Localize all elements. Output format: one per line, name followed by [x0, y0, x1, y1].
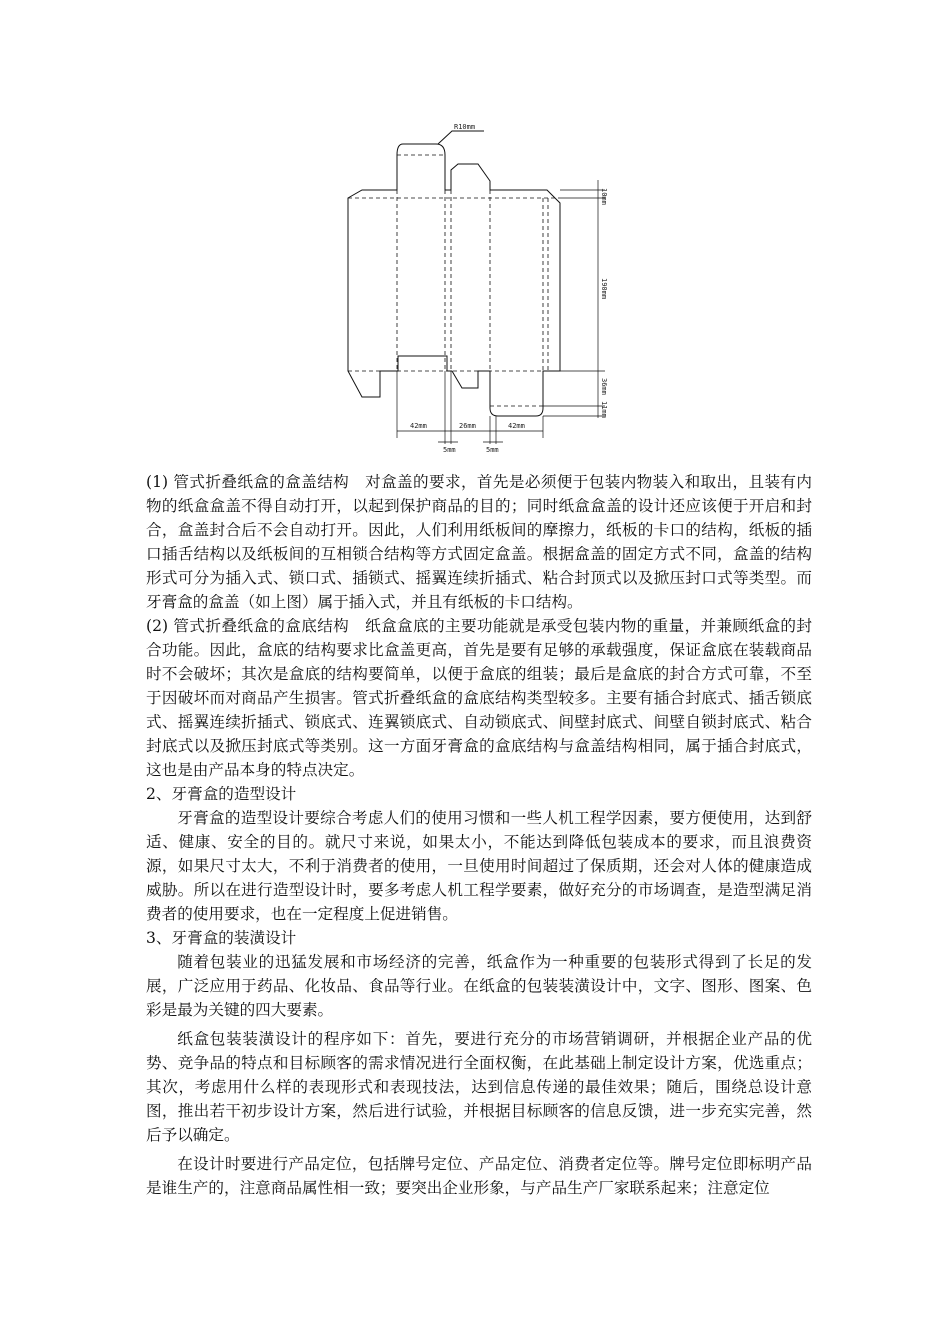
paragraph-shape-design: 牙膏盒的造型设计要综合考虑人们的使用习惯和一些人机工程学因素，要方便使用，达到舒适、健康、安全的目的。就尺寸来说，如果太小，不能达到降低包装成本的要求，而且浪费资源，如果尺寸太大，不利于消费者的使用，一旦使用时间超过了保质期，还会对人体的健康造成威胁。所以在进行造型设计时，要多考虑人机工程学要素，做好充分的市场调查，是造型满足消费者的使用要求，也在一定程度上促进销售。 — [146, 809, 812, 923]
top-flap-label: 10mm — [600, 188, 608, 205]
bottom-tab-label: 11mm — [600, 401, 608, 418]
paragraph-positioning: 在设计时要进行产品定位，包括牌号定位、产品定位、消费者定位等。牌号定位即标明产品是谁生产的，注意商品属性相一致；要突出企业形象，与产品生产厂家联系起来；注意定位 — [146, 1155, 812, 1197]
dieline-svg — [340, 118, 620, 458]
paragraph-bottom-structure: (2) 管式折叠纸盒的盒底结构 纸盒盒底的主要功能就是承受包装内物的重量，并兼顾纸盒的封合功能。因此，盒底的结构要求比盒盖更高，首先是要有足够的承载强度，保证盒底在装载商品时不会破坏；其次是盒底的结构要简单，以便于盒底的组装；最后是盒底的封合方式可靠，不至于因破坏而对商品产生损害。管式折叠纸盒的盒底结构类型较多。主要有插合封底式、插舌锁底式、摇翼连续折插式、锁底式、连翼锁底式、自动锁底式、间壁封底式、间壁自锁封底式、粘合封底式以及掀压封底式等类别。这一方面牙膏盒的盒底结构与盒盖结构相同，属于插合封底式，这也是由产品本身的特点决定。 — [146, 617, 812, 779]
section-heading-decoration: 3、牙膏盒的装潢设计 — [146, 929, 297, 947]
paragraph-design-procedure: 纸盒包装装潢设计的程序如下：首先，要进行充分的市场营销调研，并根据企业产品的优势、竞争品的特点和目标顾客的需求情况进行全面权衡，在此基础上制定设计方案，优选重点；其次，考虑用什么样的表现形式和表现技法，达到信息传递的最佳效果；随后，围绕总设计意图，推出若干初步设计方案，然后进行试验，并根据目标顾客的信息反馈，进一步充实完善，然后予以确定。 — [146, 1030, 812, 1144]
glue-right-label: 5mm — [486, 446, 499, 454]
width-c-label: 42mm — [508, 422, 525, 430]
dieline-outline — [348, 144, 560, 416]
paragraph-lid-structure: (1) 管式折叠纸盒的盒盖结构 对盒盖的要求，首先是必须便于包装内物装入和取出，且装有内物的纸盒盒盖不得自动打开，以起到保护商品的目的；同时纸盒盒盖的设计还应该便于开启和封合，盒盖封合后不会自动打开。因此，人们利用纸板间的摩擦力，纸板的卡口的结构，纸板的插口插舌结构以及纸板间的互相锁合结构等方式固定盒盖。根据盒盖的固定方式不同，盒盖的结构形式可分为插入式、锁口式、插锁式、摇翼连续折插式、粘合封顶式以及掀压封口式等类型。而牙膏盒的盒盖（如上图）属于插入式，并且有纸板的卡口结构。 — [146, 473, 812, 611]
glue-left-label: 5mm — [443, 446, 456, 454]
section-heading-shape: 2、牙膏盒的造型设计 — [146, 785, 297, 803]
radius-leader — [438, 131, 484, 144]
body-text — [146, 470, 812, 1200]
radius-label: R10mm — [454, 123, 476, 131]
paragraph-decoration-intro: 随着包装业的迅猛发展和市场经济的完善，纸盒作为一种重要的包装形式得到了长足的发展，广泛应用于药品、化妆品、食品等行业。在纸盒的包装装潢设计中，文字、图形、图案、色彩是最为关键的四大要素。 — [146, 953, 812, 1019]
box-dieline-diagram — [340, 118, 620, 458]
width-b-label: 26mm — [459, 422, 476, 430]
bottom-flap-label: 36mm — [600, 378, 608, 395]
height-label: 190mm — [600, 278, 608, 300]
width-a-label: 42mm — [410, 422, 427, 430]
